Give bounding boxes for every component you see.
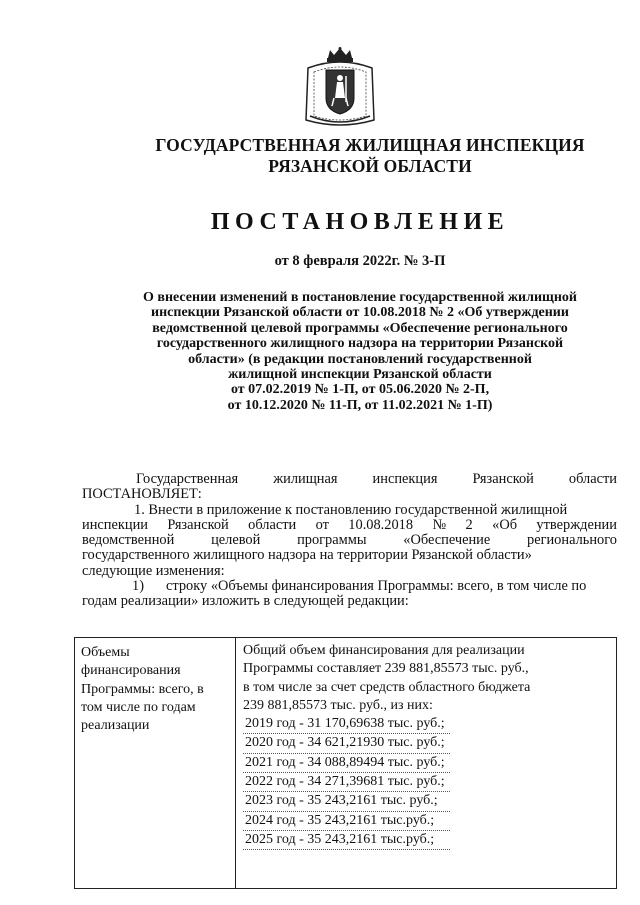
- subject-line: от 10.12.2020 № 11-П, от 11.02.2021 № 1-П): [227, 397, 493, 413]
- word: 10.08.2018: [348, 516, 414, 533]
- word: «Обеспечение: [403, 532, 491, 549]
- subject-line: государственного жилищного надзора на территории Рязанской: [156, 336, 564, 352]
- subject-line: ведомственной целевой программы «Обеспечение регионального: [152, 320, 568, 336]
- year-funding-row: 2021 год - 34 088,89494 тыс. руб.;: [243, 754, 450, 773]
- label-line: финансирования: [81, 663, 181, 679]
- paragraph-1-line-2: [82, 518, 617, 533]
- word: Государственная: [136, 471, 239, 487]
- item-1-line-2: годам реализации» изложить в следующей редакции:: [82, 593, 409, 610]
- value-line: 239 881,85573 тыс. руб., из них:: [243, 697, 433, 713]
- paragraph-1-line-4: государственного жилищного надзора на территории Рязанской области»: [82, 547, 532, 564]
- intro-line-2: ПОСТАНОВЛЯЕТ:: [82, 486, 202, 503]
- subject-line: О внесении изменений в постановление государственной жилищной: [143, 290, 577, 305]
- word: инспекции: [82, 516, 148, 533]
- word: регионального: [527, 532, 617, 549]
- word: области: [248, 516, 297, 533]
- organization-name: [130, 135, 610, 177]
- word: инспекция: [372, 471, 438, 487]
- word: Рязанской: [472, 471, 534, 487]
- label-line: том числе по годам: [81, 699, 196, 715]
- document-subject: [100, 290, 620, 413]
- intro-line-1: [82, 472, 617, 487]
- word: Рязанской: [167, 516, 229, 533]
- word: 2: [465, 516, 473, 533]
- organization-line-2: РЯЗАНСКОЙ ОБЛАСТИ: [268, 156, 472, 176]
- document-body: [82, 472, 617, 610]
- organization-line-1: ГОСУДАРСТВЕННАЯ ЖИЛИЩНАЯ ИНСПЕКЦИЯ: [155, 135, 585, 155]
- paragraph-1-line-3: [82, 533, 617, 548]
- word: области: [568, 471, 617, 487]
- label-line: Объемы: [81, 645, 130, 660]
- word: ведомственной: [82, 532, 175, 549]
- label-line: Программы: всего, в: [81, 681, 204, 697]
- word: утверждении: [536, 516, 617, 533]
- table-value-cell: [243, 642, 613, 850]
- word: от: [315, 516, 329, 533]
- value-line: Общий объем финансирования для реализации: [243, 643, 525, 658]
- label-line: реализации: [81, 718, 150, 734]
- item-1-line-1: [82, 579, 617, 594]
- document-type-title: ПОСТАНОВЛЕНИЕ: [210, 209, 510, 235]
- value-line: Программы составляет 239 881,85573 тыс. руб.,: [243, 661, 529, 677]
- paragraph-1-line-1: 1. Внести в приложение к постановлению государственной жилищной: [134, 501, 568, 518]
- word: программы: [297, 532, 367, 549]
- value-line: в том числе за счет средств областного бюджета: [243, 679, 531, 695]
- coat-of-arms-icon: [300, 46, 380, 130]
- item-text: строку «Объемы финансирования Программы: всего, в том числе по: [166, 578, 587, 595]
- year-funding-row: 2022 год - 34 271,39681 тыс. руб.;: [243, 773, 450, 792]
- subject-line: области» (в редакции постановлений государственной: [188, 351, 532, 367]
- subject-line: от 07.02.2019 № 1-П, от 05.06.2020 № 2-П,: [230, 382, 490, 398]
- year-funding-row: 2019 год - 31 170,69638 тыс. руб.;: [243, 715, 450, 734]
- subject-line: жилищной инспекции Рязанской области: [228, 367, 492, 383]
- document-date-number: от 8 февраля 2022г. № 3-П: [274, 253, 446, 269]
- year-funding-row: 2025 год - 35 243,2161 тыс.руб.;: [243, 831, 450, 850]
- word: «Об: [492, 516, 518, 533]
- subject-line: инспекции Рязанской области от 10.08.2018 № 2 «Об утверждении: [151, 305, 569, 321]
- paragraph-1-line-5: следующие изменения:: [82, 562, 225, 579]
- year-funding-row: 2024 год - 35 243,2161 тыс.руб.;: [243, 812, 450, 831]
- table-column-divider: [235, 638, 236, 888]
- year-funding-row: 2023 год - 35 243,2161 тыс. руб.;: [243, 792, 450, 811]
- word: целевой: [211, 532, 261, 549]
- funding-table: [74, 637, 617, 889]
- item-number: 1): [132, 578, 144, 595]
- word: жилищная: [273, 471, 338, 487]
- year-funding-row: 2020 год - 34 621,21930 тыс. руб.;: [243, 734, 450, 753]
- word: №: [432, 516, 447, 533]
- table-row-label-cell: [81, 644, 233, 735]
